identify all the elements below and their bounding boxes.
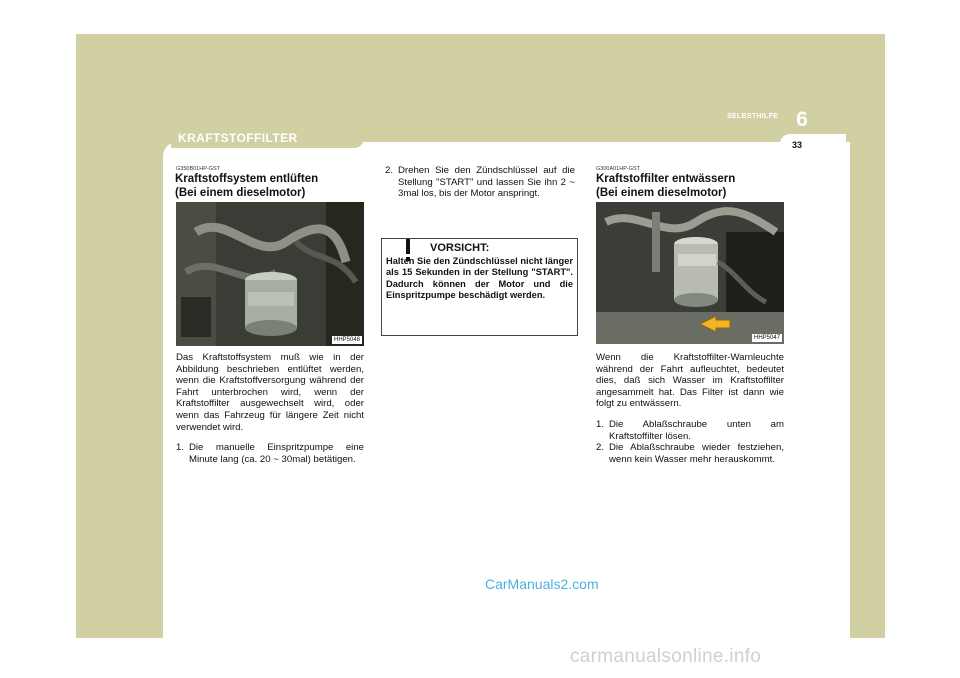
left-body xyxy=(176,352,364,465)
watermark-carmanualsonline[interactable]: carmanualsonline.info xyxy=(570,646,762,667)
left-step-1 xyxy=(176,442,364,465)
right-step-2 xyxy=(596,442,784,465)
left-paragraph: Das Kraftstoffsystem muß wie in der Abbildung beschrieben entlüftet werden, wenn die Kraftstoffversorgung während der Fahrt unterbrochen wird, wenn der Kraftstoffilter ausgewechselt wird, oder wenn das Fahrzeug für längere Zeit nicht verwendet wird. xyxy=(176,352,364,433)
watermark-carmanuals2[interactable]: CarManuals2.com xyxy=(485,576,599,592)
right-heading-line2: (Bei einem dieselmotor) xyxy=(596,187,727,199)
page-number-box xyxy=(780,134,846,154)
middle-step-2-number: 2. xyxy=(385,165,394,176)
chapter-title: SELBSTHILFE xyxy=(727,113,779,120)
page-number: 33 xyxy=(792,140,803,150)
engine-illustration-right xyxy=(596,202,784,344)
right-reference-code: G300A01HP-GST xyxy=(596,166,641,172)
engine-photo-left xyxy=(176,202,364,346)
caution-text: Halten Sie den Zündschlüssel nicht länger als 15 Sekunden in der Stellung "START". Dadurch können der Motor und die Einspritzpumpe beschädigt werden. xyxy=(386,256,574,301)
photo-code-right: HHP5047 xyxy=(753,335,780,341)
left-heading-line1: Kraftstoffsystem entlüften xyxy=(175,173,319,185)
right-step-1 xyxy=(596,419,784,442)
left-heading xyxy=(175,172,318,200)
photo-code-left: HHP5048 xyxy=(333,337,360,343)
right-step-1-text: Die Ablaßschraube unten am Kraftstoffilter lösen. xyxy=(609,418,784,442)
right-step-1-number: 1. xyxy=(596,418,605,430)
left-reference-code: G350B01HP-GST xyxy=(176,166,221,172)
middle-body xyxy=(385,165,575,200)
section-title: KRAFTSTOFFILTER xyxy=(178,131,298,145)
caution-title: VORSICHT: xyxy=(430,242,490,254)
right-body xyxy=(596,352,784,465)
left-heading-line2: (Bei einem dieselmotor) xyxy=(175,187,306,199)
engine-illustration-left xyxy=(176,202,364,346)
middle-step-2-text: Drehen Sie den Zündschlüssel auf die Stellung "START" und lassen Sie ihn 2 ~ 3mal los, bis der Motor anspringt. xyxy=(398,165,575,200)
middle-step-2 xyxy=(385,165,575,200)
right-step-2-text: Die Ablaßschraube wieder festziehen, wenn kein Wasser mehr herauskommt. xyxy=(609,442,784,465)
left-step-1-text: Die manuelle Einspritzpumpe eine Minute lang (ca. 20 ~ 30mal) betätigen. xyxy=(189,442,364,465)
right-step-2-number: 2. xyxy=(596,442,605,454)
caution-box xyxy=(381,238,578,336)
left-step-1-number: 1. xyxy=(176,442,185,454)
chapter-number: 6 xyxy=(796,108,808,131)
right-heading-line1: Kraftstoffilter entwässern xyxy=(596,173,736,185)
engine-photo-right xyxy=(596,202,784,344)
right-heading xyxy=(596,172,735,200)
right-paragraph: Wenn die Kraftstoffilter-Warnleuchte während der Fahrt aufleuchtet, bedeutet dies, daß sich Wasser im Kraftstoffilter angesammelt hat. Das Filter ist dann wie folgt zu entwässern. xyxy=(596,352,784,410)
